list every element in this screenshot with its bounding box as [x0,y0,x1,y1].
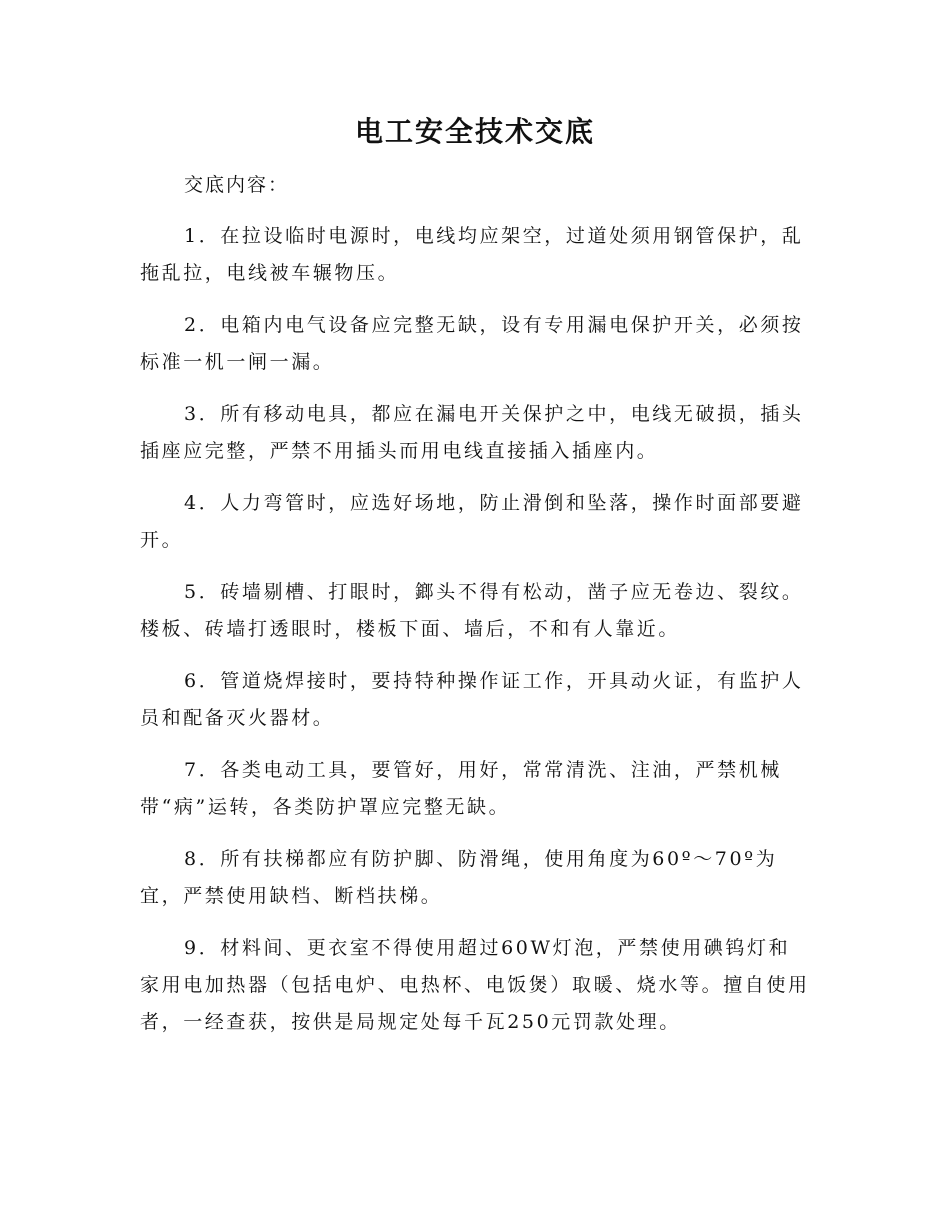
list-item: 8．所有扶梯都应有防护脚、防滑绳，使用角度为60º～70º为宜，严禁使用缺档、断档扶梯。 [140,848,778,907]
list-item: 7．各类电动工具，要管好，用好，常常清洗、注油，严禁机械带“病”运转，各类防护罩应完整无缺。 [140,759,782,818]
list-item: 4．人力弯管时，应选好场地，防止滑倒和坠落，操作时面部要避开。 [140,492,804,551]
intro-label: 交底内容： [184,174,290,196]
list-item: 5．砖墙剔槽、打眼时，鎯头不得有松动，凿子应无卷边、裂纹。楼板、砖墙打透眼时，楼板下面、墙后，不和有人靠近。 [140,581,804,640]
document-title: 电工安全技术交底 [354,115,595,148]
list-item: 1．在拉设临时电源时，电线均应架空，过道处须用钢管保护，乱拖乱拉，电线被车辗物压。 [140,225,804,284]
list-item: 3．所有移动电具，都应在漏电开关保护之中，电线无破损，插头插座应完整，严禁不用插头而用电线直接插入插座内。 [140,403,804,462]
list-item: 9．材料间、更衣室不得使用超过60W灯泡，严禁使用碘钨灯和家用电加热器（包括电炉、电热杯、电饭煲）取暖、烧水等。擅自使用者，一经查获，按供是局规定处每千瓦250元罚款处理。 [140,937,810,1033]
list-item: 2．电箱内电气设备应完整无缺，设有专用漏电保护开关，必须按标准一机一闸一漏。 [140,314,804,373]
item-list [140,218,810,1056]
list-item: 6．管道烧焊接时，要持特种操作证工作，开具动火证，有监护人员和配备灭火器材。 [140,670,804,729]
